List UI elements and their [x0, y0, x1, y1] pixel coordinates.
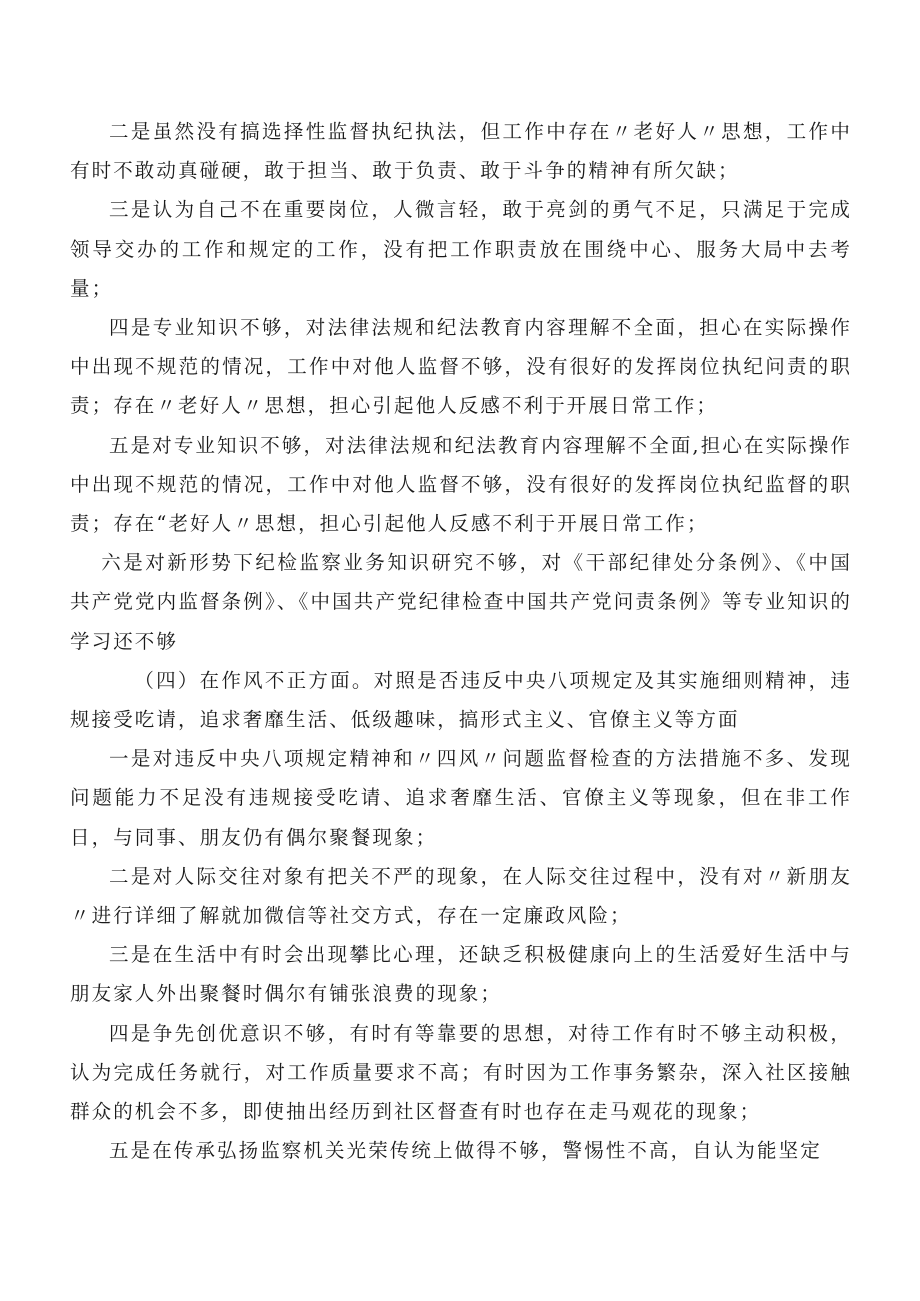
paragraph-style-1: 一是对违反中央八项规定精神和〃四风〃问题监督检查的方法措施不多、发现问题能力不足没有违规接受吃请、追求奢靡生活、官僚主义等现象，但在非工作日，与同事、朋友仍有偶尔聚餐现象； [70, 747, 852, 849]
paragraph-style-5: 五是在传承弘扬监察机关光荣传统上做得不够，警惕性不高，自认为能坚定 [109, 1139, 822, 1163]
document-body [70, 112, 852, 1170]
paragraph-6: 六是对新形势下纪检监察业务知识研究不够，对《干部纪律处分条例》、《中国共产党党内监督条例》、《中国共产党纪律检查中国共产党问责条例》等专业知识的学习还不够 [70, 551, 852, 653]
paragraph-3: 三是认为自己不在重要岗位，人微言轻，敢于亮剑的勇气不足，只满足于完成领导交办的工作和规定的工作，没有把工作职责放在围绕中心、服务大局中去考量； [70, 198, 852, 300]
paragraph-5: 五是对专业知识不够，对法律法规和纪法教育内容理解不全面,担心在实际操作中出现不规范的情况，工作中对他人监督不够，没有很好的发挥岗位执纪监督的职责；存在“老好人〃思想，担心引起他人反感不利于开展日常工作； [70, 433, 852, 536]
paragraph-style-4: 四是争先创优意识不够，有时有等靠要的思想，对待工作有时不够主动积极，认为完成任务就行，对工作质量要求不高；有时因为工作事务繁杂，深入社区接触群众的机会不多，即使抽出经历到社区督查有时也存在走马观花的现象； [70, 1021, 852, 1124]
paragraph-4: 四是专业知识不够，对法律法规和纪法教育内容理解不全面，担心在实际操作中出现不规范的情况，工作中对他人监督不够，没有很好的发挥岗位执纪问责的职责；存在〃老好人〃思想，担心引起他人反感不利于开展日常工作； [70, 316, 852, 418]
section-heading-4: （四）在作风不正方面。对照是否违反中央八项规定及其实施细则精神，违规接受吃请，追求奢靡生活、低级趣味，搞形式主义、官僚主义等方面 [70, 668, 852, 732]
paragraph-style-3: 三是在生活中有时会出现攀比心理，还缺乏积极健康向上的生活爱好生活中与朋友家人外出聚餐时偶尔有铺张浪费的现象； [70, 943, 852, 1006]
paragraph-2: 二是虽然没有搞选择性监督执纪执法，但工作中存在〃老好人〃思想，工作中有时不敢动真碰硬，敢于担当、敢于负责、敢于斗争的精神有所欠缺； [70, 120, 852, 183]
paragraph-style-2: 二是对人际交往对象有把关不严的现象，在人际交往过程中，没有对〃新朋友〃进行详细了解就加微信等社交方式，存在一定廉政风险； [70, 864, 852, 928]
